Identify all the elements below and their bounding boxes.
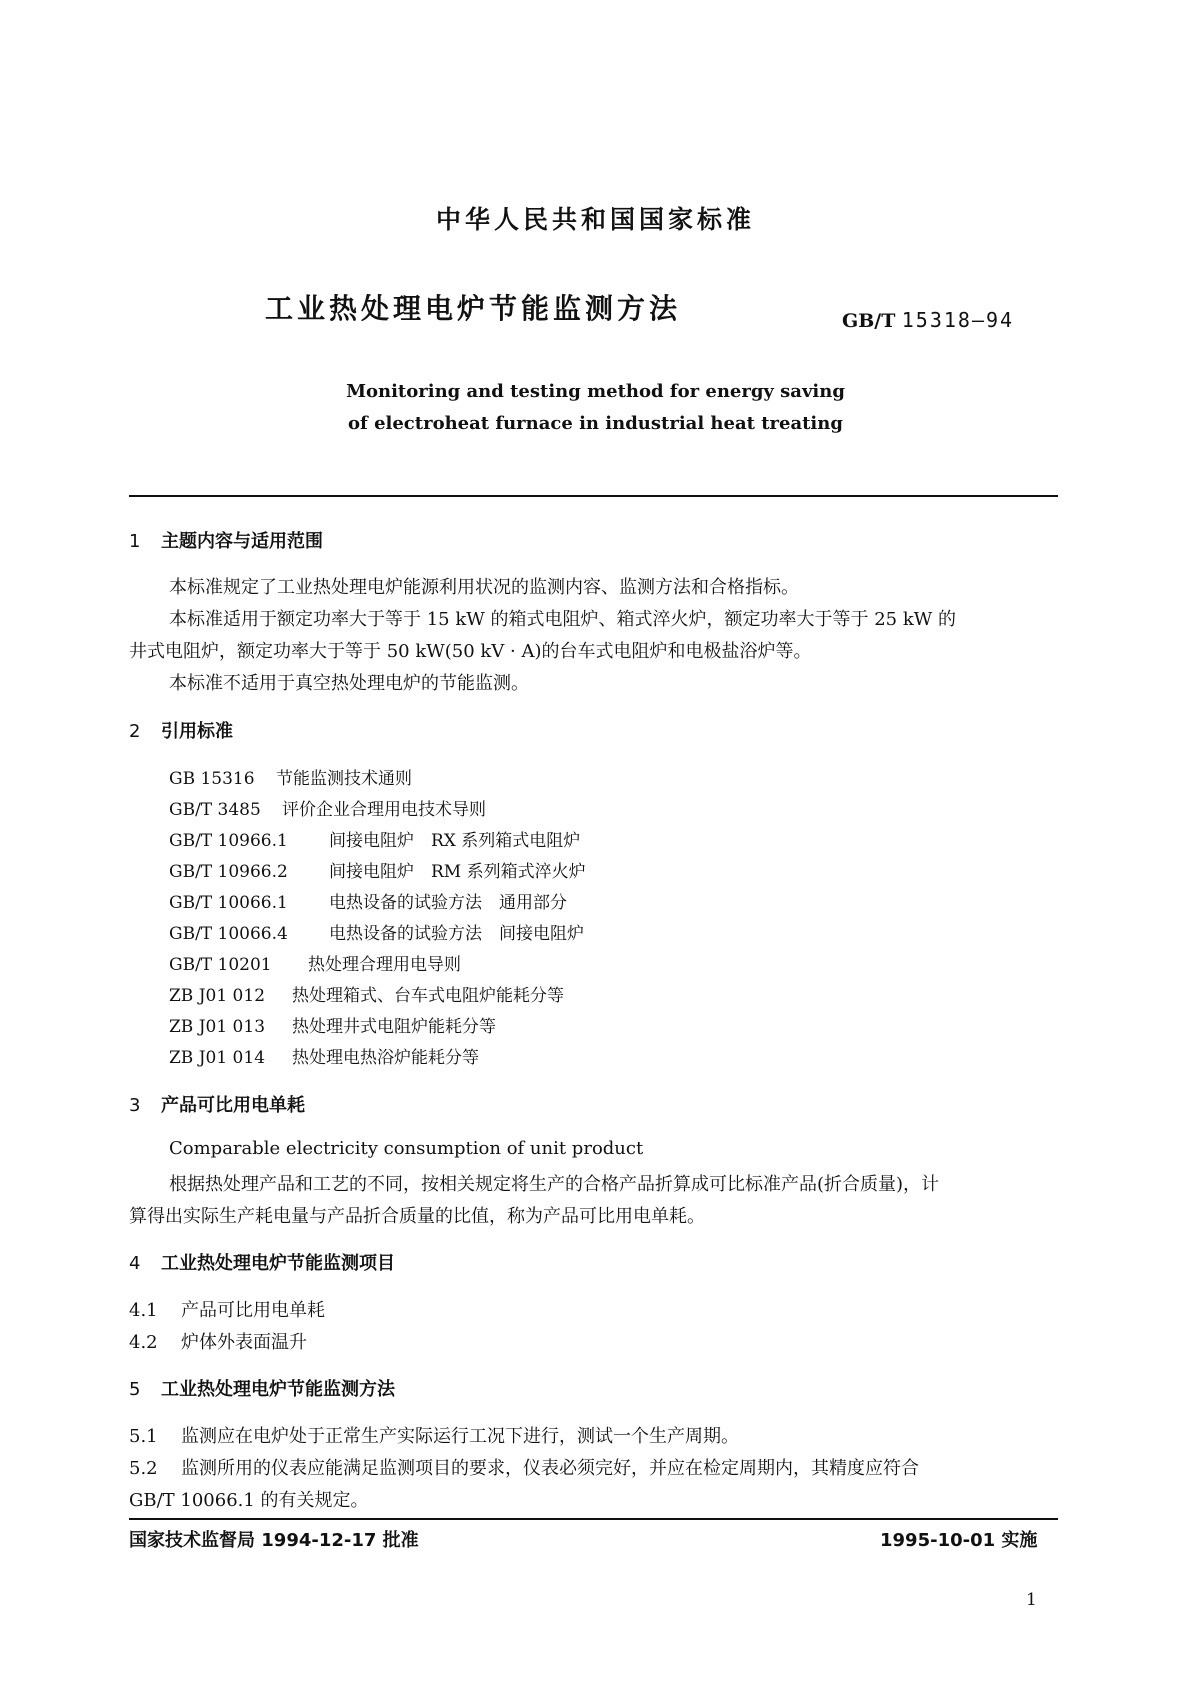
footer-divider bbox=[129, 1518, 1058, 1520]
reference-item bbox=[169, 795, 486, 820]
section-title: 工业热处理电炉节能监测项目 bbox=[161, 1253, 395, 1274]
reference-item bbox=[169, 919, 584, 944]
sub-item bbox=[129, 1296, 325, 1322]
sub-item-text: 监测应在电炉处于正常生产实际运行工况下进行，测试一个生产周期。 bbox=[181, 1426, 739, 1447]
reference-name: 节能监测技术通则 bbox=[276, 769, 412, 789]
reference-code: ZB J01 012 bbox=[169, 986, 266, 1006]
reference-item bbox=[169, 1012, 496, 1037]
reference-item bbox=[169, 950, 461, 975]
section-title: 工业热处理电炉节能监测方法 bbox=[161, 1379, 395, 1400]
sub-item-number: 4.2 bbox=[129, 1332, 158, 1353]
page-title: 工业热处理电炉节能监测方法 bbox=[265, 292, 682, 325]
sub-item bbox=[129, 1328, 307, 1354]
sub-item-text: 产品可比用电单耗 bbox=[181, 1300, 325, 1321]
code-number: 15318—94 bbox=[901, 308, 1015, 332]
standard-type-heading: 中华人民共和国国家标准 bbox=[435, 205, 755, 234]
section-number: 3 bbox=[129, 1095, 141, 1116]
implementation-date: 1995-10-01 实施 bbox=[880, 1530, 1038, 1551]
section-number: 5 bbox=[129, 1379, 141, 1400]
reference-item bbox=[169, 764, 412, 789]
reference-code: GB 15316 bbox=[169, 769, 255, 789]
paragraph-continuation: GB/T 10066.1 的有关规定。 bbox=[129, 1490, 369, 1511]
reference-name: 间接电阻炉 RX 系列箱式电阻炉 bbox=[329, 831, 581, 851]
reference-code: ZB J01 014 bbox=[169, 1048, 266, 1068]
page-number: 1 bbox=[1026, 1590, 1037, 1610]
section-number: 4 bbox=[129, 1253, 141, 1274]
reference-name: 电热设备的试验方法 间接电阻炉 bbox=[329, 924, 584, 944]
section-title: 主题内容与适用范围 bbox=[161, 531, 323, 552]
section-4-heading bbox=[129, 1249, 395, 1275]
sub-item-number: 4.1 bbox=[129, 1300, 158, 1321]
sub-item bbox=[129, 1422, 739, 1448]
sub-item-text: 监测所用的仪表应能满足监测项目的要求，仪表必须完好，并应在检定周期内，其精度应符合 bbox=[181, 1458, 919, 1479]
sub-item bbox=[129, 1454, 919, 1480]
reference-code: GB/T 10201 bbox=[169, 955, 272, 975]
section-2-heading bbox=[129, 717, 233, 743]
approval-date: 国家技术监督局 1994-12-17 批准 bbox=[129, 1530, 419, 1551]
paragraph-continuation: 算得出实际生产耗电量与产品折合质量的比值，称为产品可比用电单耗。 bbox=[129, 1206, 705, 1227]
english-title-line-1: Monitoring and testing method for energy saving bbox=[346, 381, 845, 402]
english-term: Comparable electricity consumption of unit product bbox=[169, 1138, 644, 1159]
reference-code: GB/T 10066.4 bbox=[169, 924, 288, 944]
sub-item-number: 5.1 bbox=[129, 1426, 158, 1447]
reference-name: 间接电阻炉 RM 系列箱式淬火炉 bbox=[329, 862, 586, 882]
paragraph: 本标准规定了工业热处理电炉能源利用状况的监测内容、监测方法和合格指标。 bbox=[169, 577, 799, 598]
section-1-heading bbox=[129, 527, 323, 553]
section-number: 1 bbox=[129, 531, 141, 552]
reference-code: GB/T 10966.1 bbox=[169, 831, 288, 851]
standard-code bbox=[842, 308, 1014, 332]
reference-item bbox=[169, 1043, 479, 1068]
sub-item-number: 5.2 bbox=[129, 1458, 158, 1479]
section-number: 2 bbox=[129, 721, 141, 742]
section-title: 产品可比用电单耗 bbox=[161, 1095, 305, 1116]
reference-item bbox=[169, 826, 580, 851]
reference-code: ZB J01 013 bbox=[169, 1017, 266, 1037]
paragraph: 本标准不适用于真空热处理电炉的节能监测。 bbox=[169, 673, 529, 694]
section-title: 引用标准 bbox=[161, 721, 233, 742]
reference-code: GB/T 3485 bbox=[169, 800, 261, 820]
reference-code: GB/T 10066.1 bbox=[169, 893, 288, 913]
reference-name: 热处理井式电阻炉能耗分等 bbox=[292, 1017, 496, 1037]
reference-code: GB/T 10966.2 bbox=[169, 862, 288, 882]
reference-item bbox=[169, 981, 564, 1006]
section-3-heading bbox=[129, 1091, 305, 1117]
reference-name: 评价企业合理用电技术导则 bbox=[282, 800, 486, 820]
section-5-heading bbox=[129, 1375, 395, 1401]
code-prefix: GB/T bbox=[842, 310, 896, 332]
header-divider bbox=[129, 495, 1058, 497]
english-title-line-2: of electroheat furnace in industrial heat treating bbox=[348, 413, 843, 434]
reference-name: 热处理箱式、台车式电阻炉能耗分等 bbox=[292, 986, 564, 1006]
paragraph-continuation: 井式电阻炉，额定功率大于等于 50 kW(50 kV · A)的台车式电阻炉和电极盐浴炉等。 bbox=[129, 641, 812, 662]
reference-item bbox=[169, 857, 586, 882]
reference-name: 热处理电热浴炉能耗分等 bbox=[292, 1048, 479, 1068]
paragraph: 本标准适用于额定功率大于等于 15 kW 的箱式电阻炉、箱式淬火炉，额定功率大于等于 25 kW 的 bbox=[169, 609, 956, 630]
reference-item bbox=[169, 888, 567, 913]
reference-name: 热处理合理用电导则 bbox=[308, 955, 461, 975]
reference-name: 电热设备的试验方法 通用部分 bbox=[329, 893, 567, 913]
sub-item-text: 炉体外表面温升 bbox=[181, 1332, 307, 1353]
paragraph: 根据热处理产品和工艺的不同，按相关规定将生产的合格产品折算成可比标准产品(折合质量)，计 bbox=[169, 1174, 940, 1195]
